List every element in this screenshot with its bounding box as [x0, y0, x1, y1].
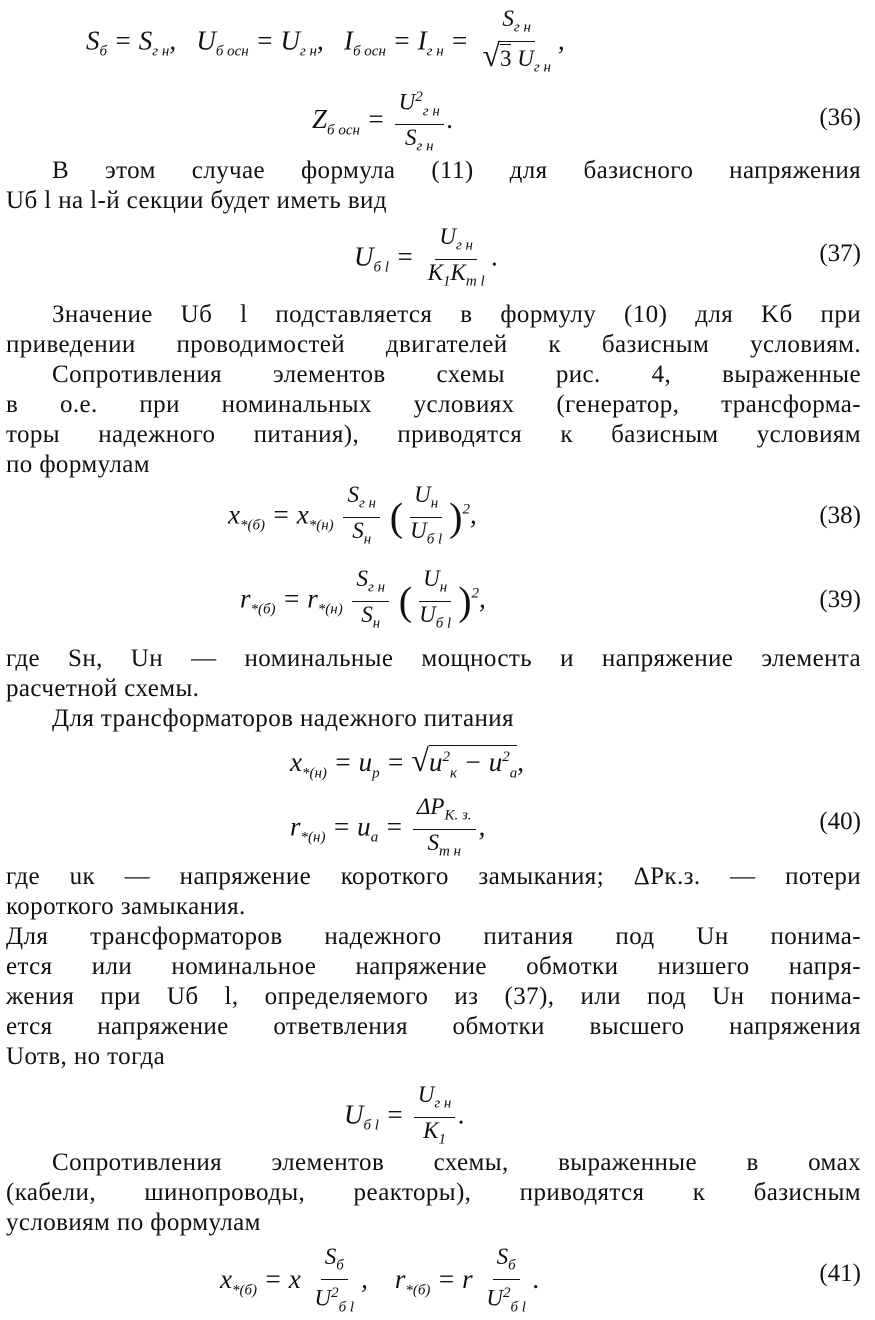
- text-line: Для трансформаторов надежного питания: [52, 705, 514, 732]
- equation-number-41: (41): [819, 1260, 861, 1287]
- formula-37: $U_{б l}$ = $U_{г н}$ $K_1K_{т l}$ .: [354, 224, 499, 290]
- formula-39: $r_{*(б)} = r_{*(н)}$ $S_{г н}$ $S_н$ ( $U_н$ $U_{б l}$ )$^2$,: [240, 566, 486, 632]
- text-line: Для трансформаторов надежного питания под Uн понима-: [6, 923, 861, 950]
- text-line: Значение Uб l подставляется в формулу (10) для Kб при: [52, 301, 861, 328]
- text-line: короткого замыкания.: [6, 893, 246, 920]
- equation-number-38: (38): [819, 502, 861, 529]
- text-line: жения при Uб l, определяемого из (37), или под Uн понима-: [6, 983, 861, 1010]
- formula-36: $Z_{б осн}$ = $U^2_{г н}$ $S_{г н}$ .: [312, 84, 454, 160]
- text-line: расчетной схемы.: [6, 675, 200, 702]
- text-line: условиям по формулам: [6, 1209, 261, 1236]
- text-line: (кабели, шинопроводы, реакторы), приводятся к базисным: [6, 1179, 861, 1206]
- equation-number-36: (36): [819, 104, 861, 131]
- text-line: ется напряжение ответвления обмотки высшего напряжения: [6, 1013, 861, 1040]
- formula-40-resistance: $r_{*(н)} = u_а$ = $\Delta P_{К. з.}$ $S_{т н}$ ,: [290, 794, 486, 860]
- text-line: приведении проводимостей двигателей к базисным условиям.: [6, 331, 861, 358]
- text-line: ется или номинальное напряжение обмотки низшего напря-: [6, 953, 861, 980]
- equation-number-40: (40): [819, 808, 861, 835]
- text-line: по формулам: [6, 451, 150, 478]
- formula-base-voltage-tap: $U_{б l}$ = $U_{г н}$ $K_1$ .: [344, 1082, 466, 1148]
- text-line: Uотв, но тогда: [6, 1043, 166, 1070]
- text-line: В этом случае формула (11) для базисного напряжения: [52, 157, 861, 184]
- formula-40-reactance: $x_{*(н)} = u_р = √u^2_к - u^2_а$,: [290, 742, 524, 782]
- text-line: Сопротивления элементов схемы, выраженные в омах: [52, 1149, 861, 1176]
- text-line: где Sн, Uн — номинальные мощность и напряжение элемента: [6, 645, 861, 672]
- text-line: Сопротивления элементов схемы рис. 4, выраженные: [52, 361, 861, 388]
- formula-38: $x_{*(б)} = x_{*(н)}$ $S_{г н}$ $S_н$ ( $U_н$ $U_{б l}$ )$^2$,: [228, 482, 477, 548]
- text-line: в о.е. при номинальных условиях (генератор, трансформа-: [6, 391, 861, 418]
- equation-number-37: (37): [819, 240, 861, 267]
- text-line: где uк — напряжение короткого замыкания; ΔPк.з. — потери: [6, 863, 861, 890]
- text-line: торы надежного питания), приводятся к базисным условиям: [6, 421, 861, 448]
- formula-41: $x_{*(б)} = x$ $S_б$ $U^2_{б l}$ , $r_{*(б)} = r$ $S_б$ $U^2_{б l}$ .: [220, 1244, 540, 1315]
- text-line: Uб l на l-й секции будет иметь вид: [6, 187, 387, 214]
- equation-number-39: (39): [819, 586, 861, 613]
- formula-base-quantities: $S_б = S_{г н}$, $U_{б осн} = U_{г н}$, $I_{б осн} = I_{г н}$ = $S_{г н}$ √3 $U_{г н}$ ,: [86, 6, 565, 76]
